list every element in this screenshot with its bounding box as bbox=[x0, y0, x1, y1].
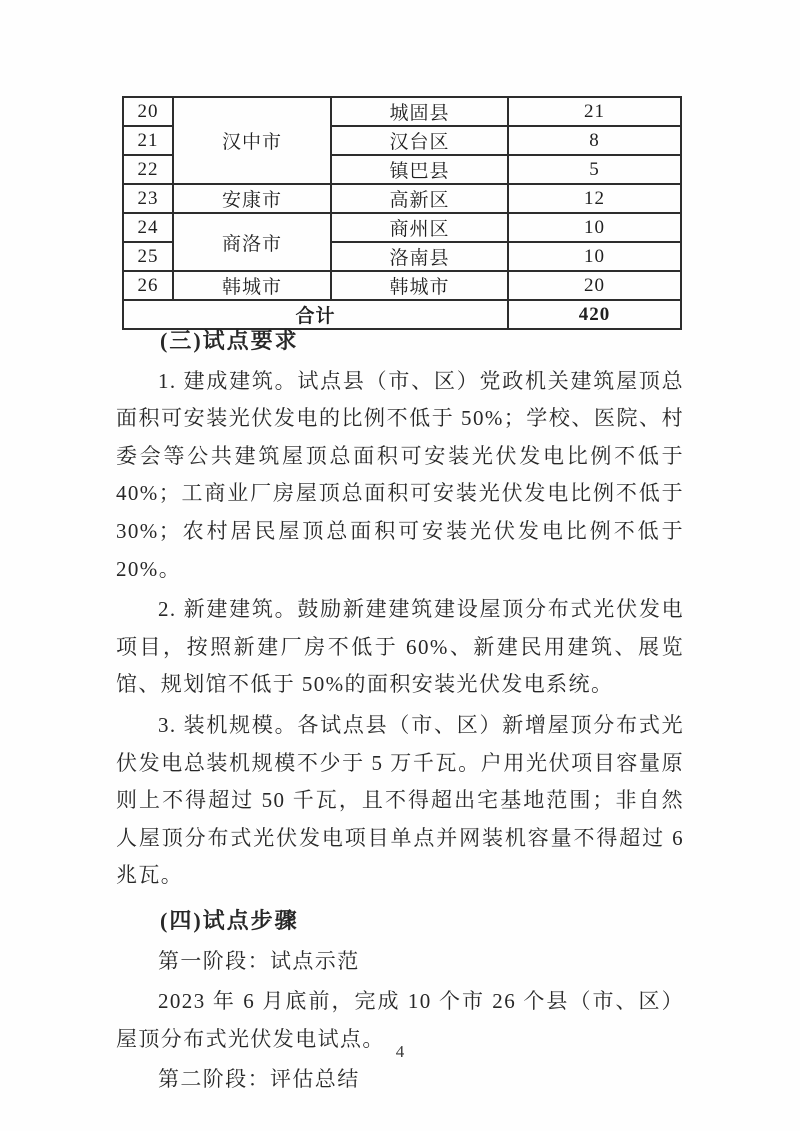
stage-one-label: 第一阶段：试点示范 bbox=[158, 948, 360, 973]
total-value-cell: 420 bbox=[508, 300, 681, 329]
value-cell: 10 bbox=[508, 242, 681, 271]
county-cell: 镇巴县 bbox=[331, 155, 508, 184]
table-row bbox=[123, 213, 681, 242]
stage-one-paragraph: 2023 年 6 月底前，完成 10 个市 26 个县（市、区）屋顶分布式光伏发电试点。 bbox=[116, 989, 684, 1051]
table-row bbox=[123, 97, 681, 126]
value-cell: 21 bbox=[508, 97, 681, 126]
document-body bbox=[116, 310, 684, 1099]
county-cell: 洛南县 bbox=[331, 242, 508, 271]
city-cell: 安康市 bbox=[173, 184, 331, 213]
city-cell: 商洛市 bbox=[173, 213, 331, 271]
value-cell: 8 bbox=[508, 126, 681, 155]
row-number-cell: 23 bbox=[123, 184, 173, 213]
page-number: 4 bbox=[395, 1042, 405, 1061]
table-row bbox=[123, 271, 681, 300]
value-cell: 12 bbox=[508, 184, 681, 213]
city-cell: 韩城市 bbox=[173, 271, 331, 300]
pilot-county-table bbox=[122, 96, 682, 330]
row-number-cell: 22 bbox=[123, 155, 173, 184]
total-label-cell: 合计 bbox=[123, 300, 508, 329]
table-row bbox=[123, 184, 681, 213]
row-number-cell: 25 bbox=[123, 242, 173, 271]
row-number-cell: 26 bbox=[123, 271, 173, 300]
city-cell: 汉中市 bbox=[173, 97, 331, 184]
county-cell: 汉台区 bbox=[331, 126, 508, 155]
value-cell: 10 bbox=[508, 213, 681, 242]
county-cell: 韩城市 bbox=[331, 271, 508, 300]
value-cell: 20 bbox=[508, 271, 681, 300]
paragraph-new-buildings: 2. 新建建筑。鼓励新建建筑建设屋顶分布式光伏发电项目，按照新建厂房不低于 60%、新建民用建筑、展览馆、规划馆不低于 50%的面积安装光伏发电系统。 bbox=[116, 597, 684, 697]
county-cell: 商州区 bbox=[331, 213, 508, 242]
county-cell: 城固县 bbox=[331, 97, 508, 126]
row-number-cell: 21 bbox=[123, 126, 173, 155]
value-cell: 5 bbox=[508, 155, 681, 184]
stage-two-label: 第二阶段：评估总结 bbox=[158, 1067, 360, 1092]
row-number-cell: 20 bbox=[123, 97, 173, 126]
section-heading-requirements: (三)试点要求 bbox=[160, 328, 299, 353]
paragraph-built-buildings: 1. 建成建筑。试点县（市、区）党政机关建筑屋顶总面积可安装光伏发电的比例不低于 50%；学校、医院、村委会等公共建筑屋顶总面积可安装光伏发电比例不低于 40%；工商业厂房屋顶总面积可安装光伏发电比例不低于 30%；农村居民屋顶总面积可安装光伏发电比例不低于 20%。 bbox=[116, 368, 684, 581]
section-heading-steps: (四)试点步骤 bbox=[160, 907, 299, 933]
row-number-cell: 24 bbox=[123, 213, 173, 242]
paragraph-installed-capacity: 3. 装机规模。各试点县（市、区）新增屋顶分布式光伏发电总装机规模不少于 5 万千瓦。户用光伏项目容量原则上不得超过 50 千瓦，且不得超出宅基地范围；非自然人屋顶分布式光伏发电项目单点并网装机容量不得超过 6 兆瓦。 bbox=[116, 712, 684, 888]
county-cell: 高新区 bbox=[331, 184, 508, 213]
